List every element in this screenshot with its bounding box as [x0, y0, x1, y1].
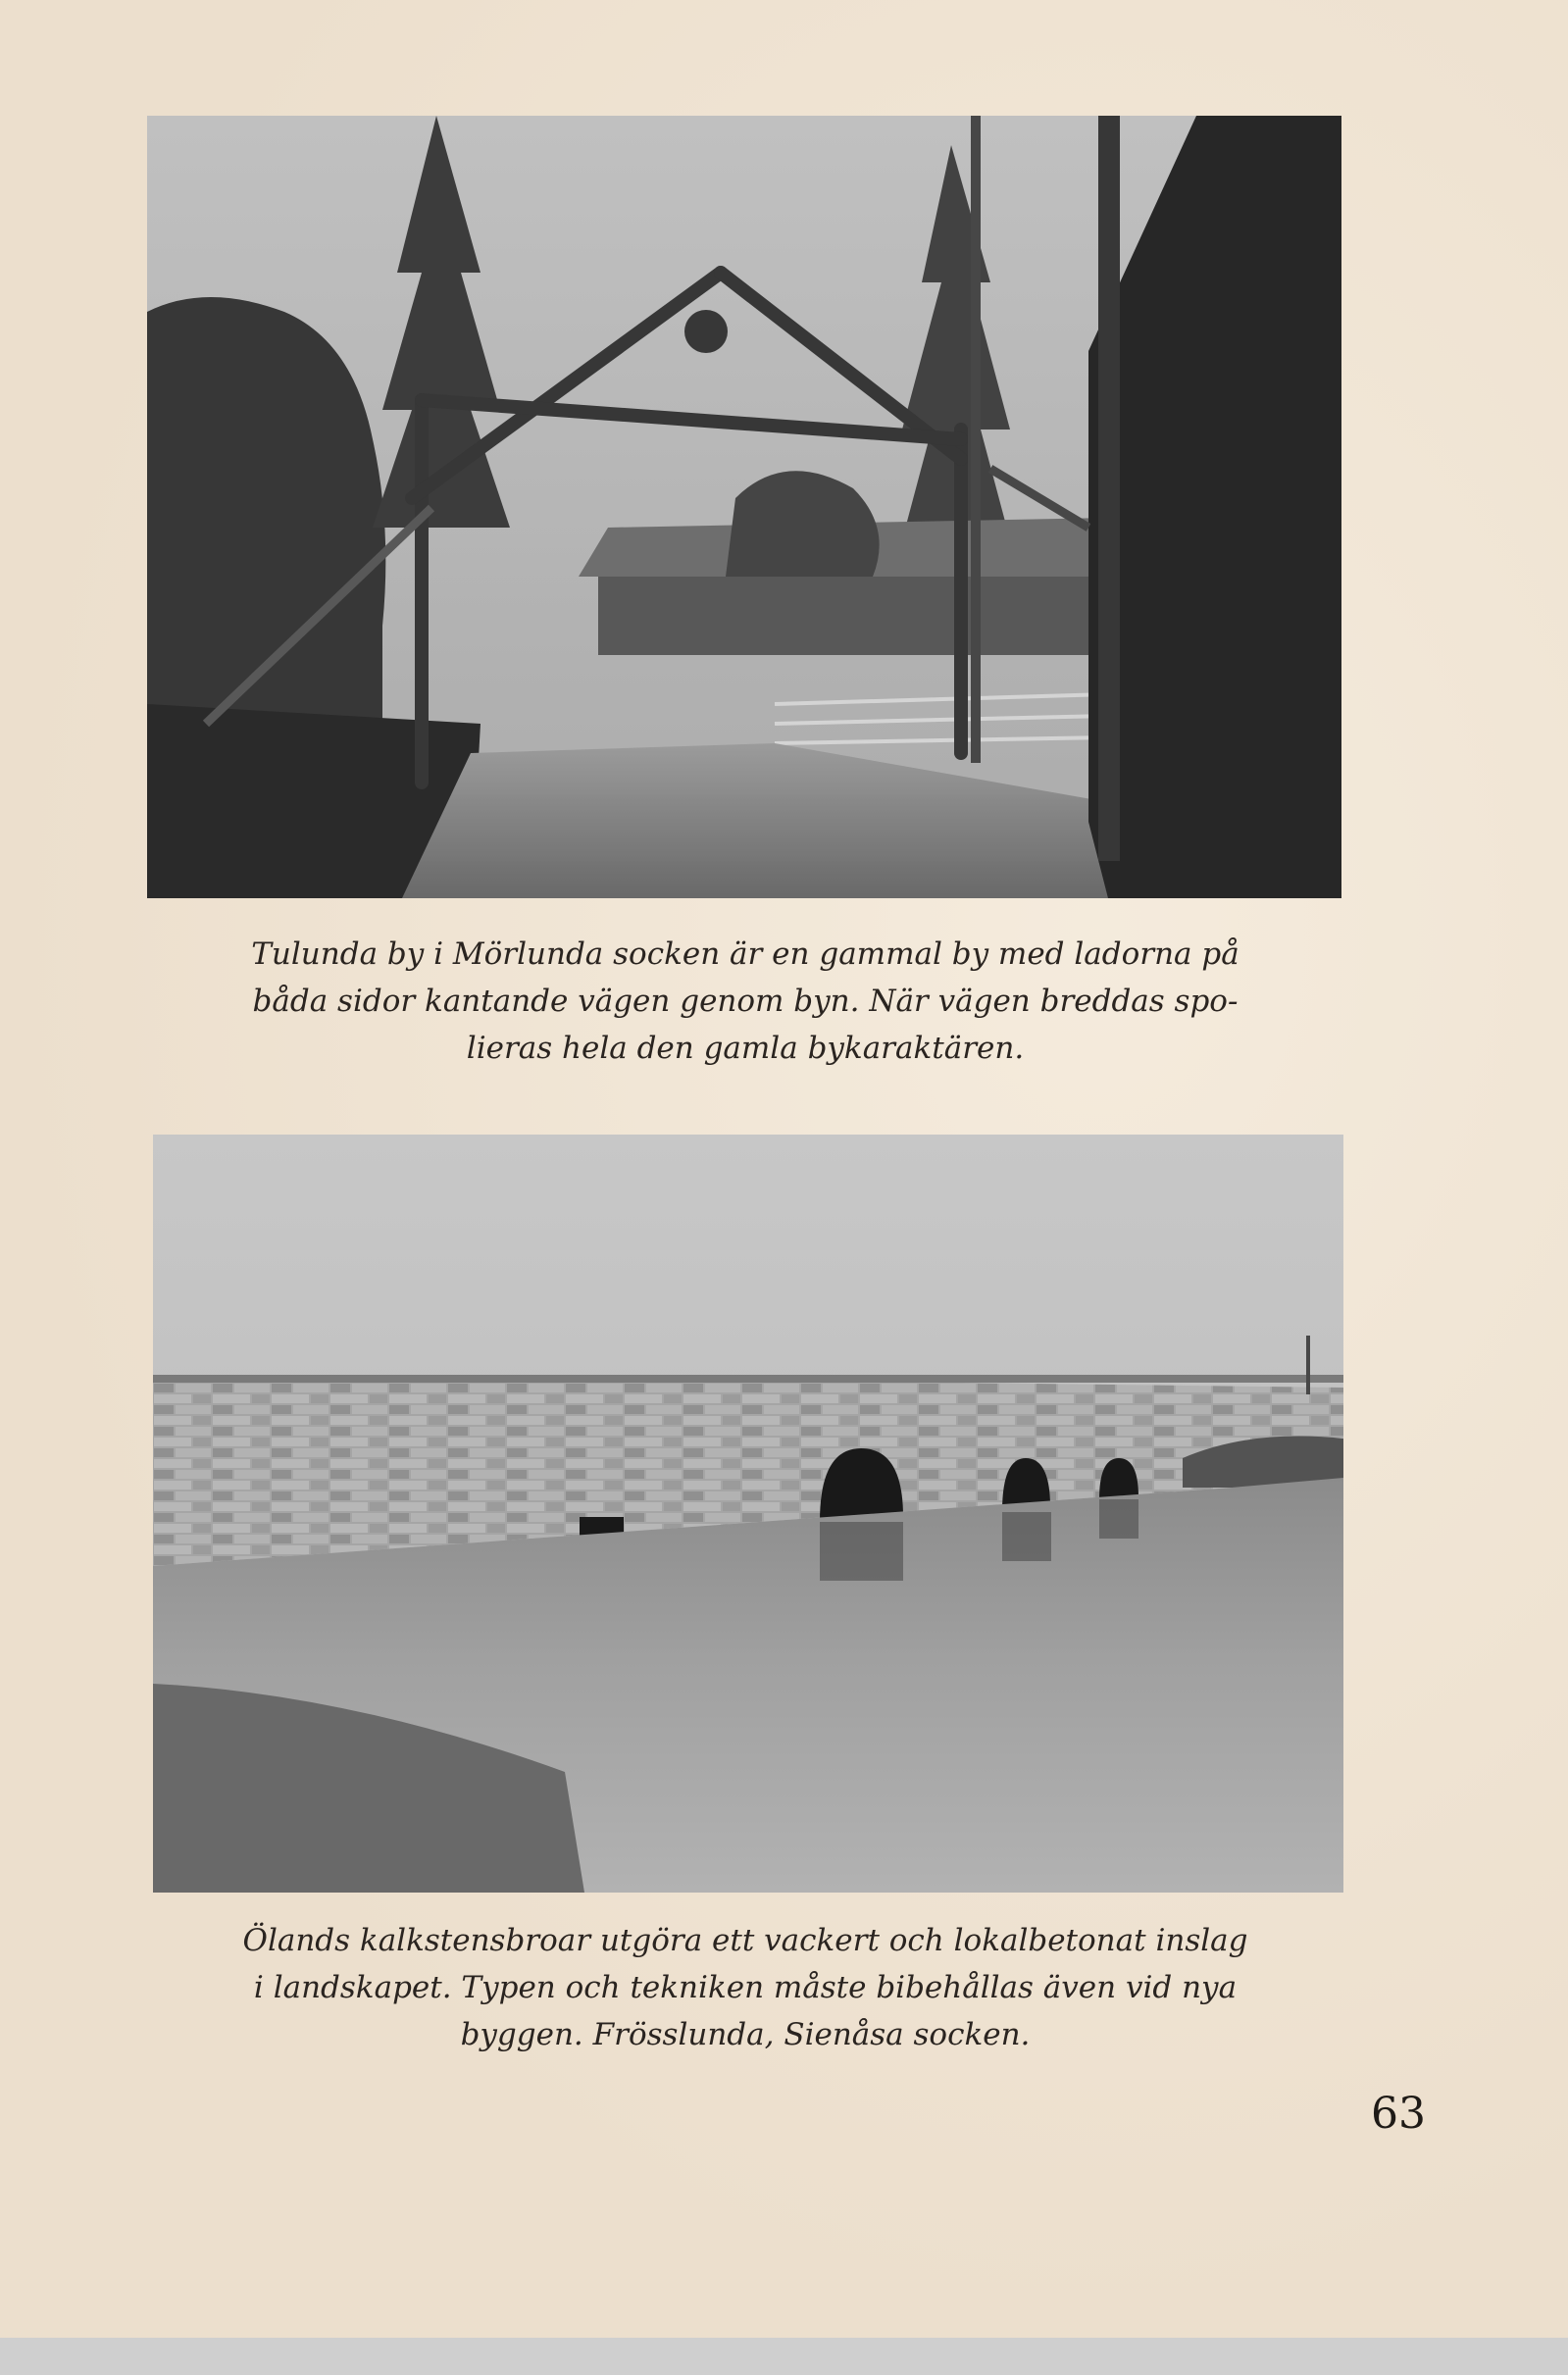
caption-line: båda sidor kantande vägen genom byn. När vägen breddas spo- — [252, 984, 1239, 1019]
scan-bottom-margin — [0, 2338, 1568, 2375]
caption-bridge — [157, 1917, 1334, 2058]
photograph-icon — [147, 116, 1341, 898]
caption-line: Tulunda by i Mörlunda socken är en gammal by med ladorna på — [251, 936, 1239, 972]
page-number: 63 — [1371, 2089, 1426, 2139]
caption-line: lieras hela den gamla bykaraktären. — [466, 1031, 1025, 1066]
caption-line: Ölands kalkstensbroar utgöra ett vackert och lokalbetonat inslag — [242, 1923, 1248, 1958]
photo-tulunda-village-gate — [147, 116, 1341, 898]
caption-line: byggen. Frösslunda, Sienåsa socken. — [460, 2017, 1031, 2052]
caption-tulunda — [157, 931, 1334, 1072]
photo-limestone-bridge — [153, 1135, 1343, 1893]
photograph-icon — [153, 1135, 1343, 1893]
caption-line: i landskapet. Typen och tekniken måste bibehållas även vid nya — [253, 1970, 1238, 2005]
